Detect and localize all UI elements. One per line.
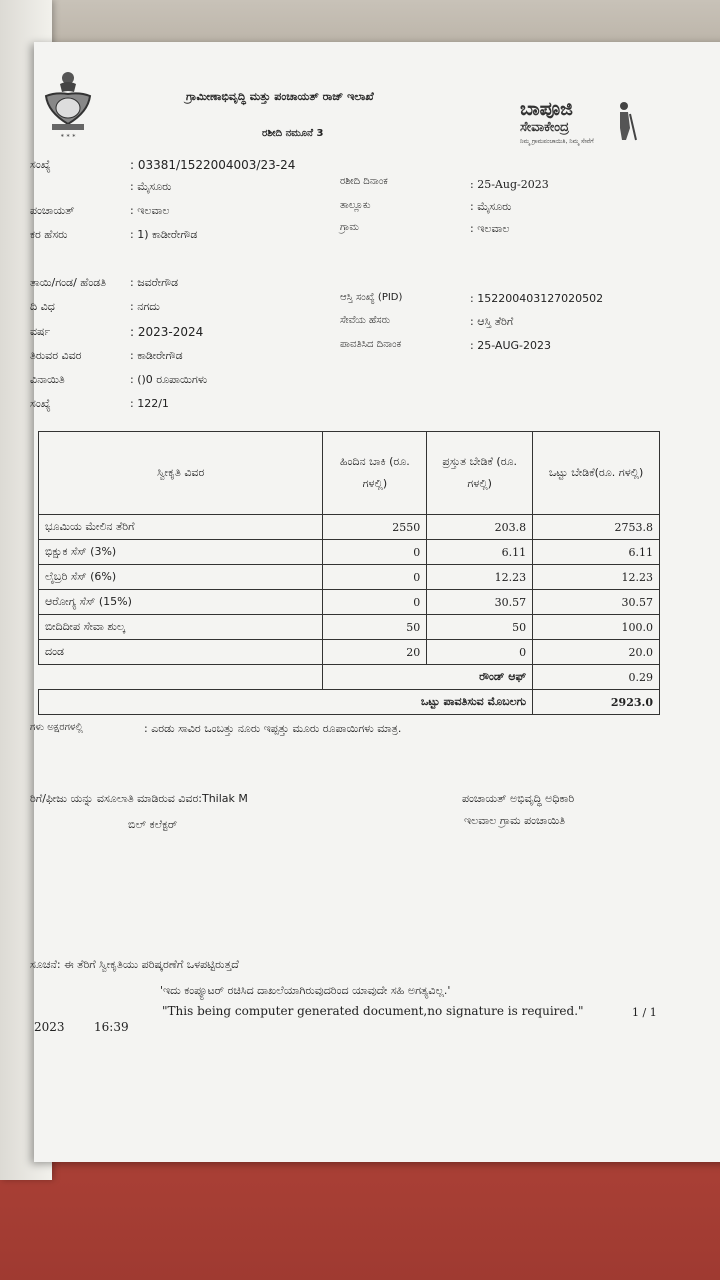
row-label: ಆರೋಗ್ಯ ಸೆಸ್ (15%) [39, 590, 323, 615]
row-previous: 50 [323, 615, 427, 640]
label-service-name: ಸೇವೆಯ ಹೆಸರು [340, 315, 391, 326]
row-previous: 2550 [323, 515, 427, 540]
table-row [39, 515, 660, 540]
label-village: ಗ್ರಾಮ [340, 222, 359, 233]
value-year: : 2023-2024 [130, 325, 204, 339]
total-row [39, 690, 660, 715]
form-name: ರಶೀದಿ ನಮೂನೆ 3 [262, 128, 324, 139]
label-taluk: ತಾಲ್ಲೂಕು [340, 200, 371, 211]
row-previous: 20 [323, 640, 427, 665]
round-off-value: 0.29 [533, 665, 660, 690]
row-total: 12.23 [533, 565, 660, 590]
label-panchayat: ಪಂಚಾಯತ್ [30, 204, 75, 217]
label-receipt-no: ಸಂಖ್ಯೆ [30, 158, 51, 171]
table-header-row [39, 432, 660, 515]
department-title: ಗ್ರಾಮೀಣಾಭಿವೃದ್ಧಿ ಮತ್ತು ಪಂಚಾಯತ್ ರಾಜ್ ಇಲಾಖೆ [186, 90, 374, 103]
header-previous-balance: ಹಿಂದಿನ ಬಾಕಿ (ರೂ. ಗಳಲ್ಲಿ) [323, 432, 427, 515]
officer-title: ಪಂಚಾಯತ್ ಅಭಿವೃದ್ಧಿ ಅಧಿಕಾರಿ [462, 792, 575, 805]
label-relation: ತಾಯಿ/ಗಂಡ/ ಹೆಂಡತಿ [30, 276, 107, 289]
computer-note-kannada: 'ಇದು ಕಂಪ್ಯೂಟರ್ ರಚಿಸಿದ ದಾಖಲೆಯಾಗಿರುವುದರಿಂದ ಯಾವುದೇ ಸಹಿ ಅಗತ್ಯವಿಲ್ಲ.' [160, 984, 451, 997]
footer-date: 2023 [34, 1020, 65, 1034]
label-receipt-date: ರಶೀದಿ ದಿನಾಂಕ [340, 176, 388, 187]
in-words-label: ಗಳು ಅಕ್ಷರಗಳಲ್ಲಿ [30, 722, 83, 733]
label-pid: ಆಸ್ತಿ ಸಂಖ್ಯೆ (PID) [340, 292, 403, 303]
row-current: 12.23 [427, 565, 533, 590]
receipt-page [30, 42, 720, 1162]
value-payer-name: : 1) ಕಾಡೀರೇಗೌಡ [130, 228, 198, 241]
value-payment-mode: : ನಗದು [130, 300, 160, 313]
label-paid-date: ಪಾವತಿಸಿದ ದಿನಾಂಕ [340, 339, 402, 350]
brand-tagline: ನಿಮ್ಮ ಗ್ರಾಮಪಂಚಾಯಿತಿ, ನಿಮ್ಮ ಸೇವೆಗೆ [520, 138, 594, 145]
value-payer-details: : ಕಾಡೀರೇಗೌಡ [130, 349, 183, 362]
row-current: 0 [427, 640, 533, 665]
row-total: 6.11 [533, 540, 660, 565]
label-payer-name: ಕರ ಹೆಸರು [30, 228, 68, 241]
total-label: ಒಟ್ಟು ಪಾವತಿಸುವ ಮೊಬಲಗು [39, 690, 533, 715]
row-current: 30.57 [427, 590, 533, 615]
value-pid: : 152200403127020502 [470, 292, 604, 305]
round-off-label: ರೌಂಡ್ ಆಫ್ [323, 665, 533, 690]
table-row [39, 540, 660, 565]
value-receipt-date: : 25-Aug-2023 [470, 178, 549, 191]
collector-line: ರಿಗೆ/ಫೀಜು ಯನ್ನು ವಸೂಲಾತಿ ಮಾಡಿರುವ ವಿವರ:Thilak M [30, 792, 248, 805]
label-payment-mode: ದಿ ವಿಧ [30, 300, 55, 313]
row-current: 6.11 [427, 540, 533, 565]
value-survey-no: : 122/1 [130, 397, 169, 410]
row-total: 20.0 [533, 640, 660, 665]
row-total: 2753.8 [533, 515, 660, 540]
row-label: ಲೈಬ್ರರಿ ಸೆಸ್ (6%) [39, 565, 323, 590]
value-paid-date: : 25-AUG-2023 [470, 339, 551, 352]
row-previous: 0 [323, 590, 427, 615]
value-relation: : ಜವರೇಗೌಡ [130, 276, 179, 289]
karnataka-emblem-icon [38, 66, 98, 140]
svg-text:∗ ∗ ∗: ∗ ∗ ∗ [60, 133, 76, 139]
value-district: : ಮೈಸೂರು [130, 180, 172, 193]
gandhi-figure-icon [612, 100, 640, 142]
label-payer-details: ತಿರುವರ ವಿವರ [30, 349, 82, 362]
header-current-demand: ಪ್ರಸ್ತುತ ಬೇಡಿಕೆ (ರೂ. ಗಳಲ್ಲಿ) [427, 432, 533, 515]
value-village: : ಇಲವಾಲ [470, 222, 510, 235]
page-number: 1 / 1 [632, 1006, 657, 1019]
label-year: ವರ್ಷ [30, 325, 51, 338]
total-value: 2923.0 [533, 690, 660, 715]
value-receipt-no: : 03381/1522004003/23-24 [130, 158, 296, 172]
value-taluk: : ಮೈಸೂರು [470, 200, 512, 213]
value-panchayat: : ಇಲವಾಲ [130, 204, 170, 217]
officer-office: ಇಲವಾಲ ಗ್ರಾಮ ಪಂಚಾಯಿತಿ [464, 814, 566, 827]
brand-name: ಬಾಪೂಜಿ [520, 98, 573, 120]
brand-sub: ಸೇವಾಕೇಂದ್ರ [520, 120, 569, 135]
header-description: ಸ್ವೀಕೃತಿ ವಿವರ [39, 432, 323, 515]
row-previous: 0 [323, 565, 427, 590]
computer-note-english: "This being computer generated document,no signature is required." [162, 1004, 584, 1018]
label-exemption: ವಿನಾಯಿತಿ [30, 373, 65, 386]
note: ಸೂಚನೆ: ಈ ತೆರಿಗೆ ಸ್ವೀಕೃತಿಯು ಪರಿಷ್ಕರಣೆಗೆ ಒಳಪಟ್ಟಿರುತ್ತದೆ [30, 958, 239, 971]
value-exemption: : ()0 ರೂಪಾಯಿಗಳು [130, 373, 208, 386]
collector-title: ಬಿಲ್ ಕಲೆಕ್ಟರ್ [128, 818, 178, 831]
row-label: ದಂಡ [39, 640, 323, 665]
bapuji-logo [520, 98, 660, 152]
in-words-value: : ಎರಡು ಸಾವಿರ ಒಂಬತ್ತು ನೂರು ಇಪ್ಪತ್ತು ಮೂರು ರೂಪಾಯಿಗಳು ಮಾತ್ರ. [144, 722, 402, 735]
row-total: 30.57 [533, 590, 660, 615]
row-label: ಬೀದಿದೀಪ ಸೇವಾ ಶುಲ್ಕ [39, 615, 323, 640]
value-service-name: : ಆಸ್ತಿ ತೆರಿಗೆ [470, 315, 514, 328]
row-label: ಭಿಕ್ಷುಕ ಸೆಸ್ (3%) [39, 540, 323, 565]
fee-table [38, 431, 660, 715]
footer-time: 16:39 [94, 1020, 129, 1034]
header-total-demand: ಒಟ್ಟು ಬೇಡಿಕೆ(ರೂ. ಗಳಲ್ಲಿ) [533, 432, 660, 515]
row-previous: 0 [323, 540, 427, 565]
table-row [39, 565, 660, 590]
row-current: 50 [427, 615, 533, 640]
label-survey-no: ಸಂಖ್ಯೆ [30, 397, 51, 410]
round-off-row [39, 665, 660, 690]
table-row [39, 615, 660, 640]
row-total: 100.0 [533, 615, 660, 640]
table-row [39, 590, 660, 615]
row-label: ಭೂಮಿಯ ಮೇಲಿನ ತೆರಿಗೆ [39, 515, 323, 540]
table-row [39, 640, 660, 665]
row-current: 203.8 [427, 515, 533, 540]
